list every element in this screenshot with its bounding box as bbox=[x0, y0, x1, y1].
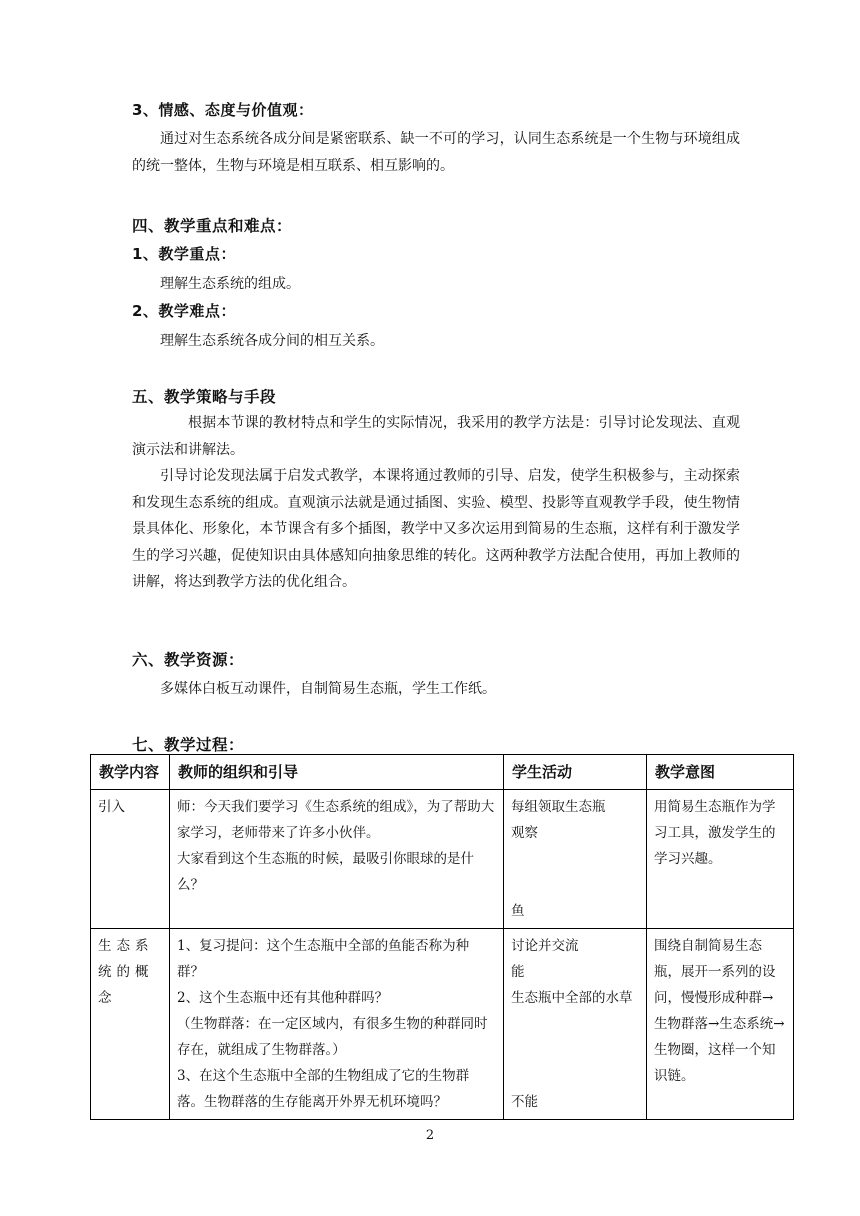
table-header-row bbox=[91, 755, 794, 790]
difficulty-text: 理解生态系统各成分间的相互关系。 bbox=[160, 333, 384, 349]
header-student: 学生活动 bbox=[504, 755, 647, 790]
cell-content: 生态系统的概念 bbox=[91, 929, 170, 1120]
student-line bbox=[511, 1063, 639, 1089]
subheading-key-point: 1、教学重点： bbox=[132, 245, 236, 263]
student-line: 每组领取生态瓶 bbox=[511, 799, 606, 815]
header-content: 教学内容 bbox=[91, 755, 170, 790]
teaching-process-table bbox=[90, 754, 794, 1120]
resources-text: 多媒体白板互动课件，自制简易生态瓶，学生工作纸。 bbox=[160, 681, 496, 697]
header-intent: 教学意图 bbox=[647, 755, 794, 790]
header-teacher: 教师的组织和引导 bbox=[170, 755, 504, 790]
teacher-line: 1、复习提问：这个生态瓶中全部的鱼能否称为种群？ bbox=[177, 938, 470, 980]
subheading-difficulty: 2、教学难点： bbox=[132, 302, 236, 320]
paragraph-strategy: 根据本节课的教材特点和学生的实际情况，我采用的教学方法是：引导讨论发现法、直观演示法和讲解法。 引导讨论发现法属于启发式教学，本课将通过教师的引导、启发，使学生积极参与，主动探索和发现生态系统的组成。直观演示法就是通过插图、实验、模型、投影等直观教学手段，使生物情景具体化、形象化，本节课含有多个插图，教学中又多次运用到简易的生态瓶，这样有利于激发学生的学习兴趣，促使知识由具体感知向抽象思维的转化。这两种教学方法配合使用，再加上教师的讲解，将达到教学方法的优化组合。 bbox=[132, 415, 740, 590]
student-line bbox=[511, 1037, 639, 1063]
cell-intent: 用简易生态瓶作为学习工具，激发学生的学习兴趣。 bbox=[647, 790, 794, 929]
cell-content: 引入 bbox=[91, 790, 170, 929]
student-line bbox=[511, 846, 639, 872]
teacher-line: 师：今天我们要学习《生态系统的组成》，为了帮助大家学习，老师带来了许多小伙伴。 bbox=[177, 799, 495, 841]
student-line: 讨论并交流 bbox=[511, 938, 579, 954]
student-line: 鱼 bbox=[511, 903, 525, 919]
teacher-line: 大家看到这个生态瓶的时候，最吸引你眼球的是什么？ bbox=[177, 851, 474, 893]
heading-key-points: 四、教学重点和难点： bbox=[132, 217, 293, 235]
cell-teacher bbox=[170, 929, 504, 1120]
teacher-line: （生物群落：在一定区域内，有很多生物的种群同时存在，就组成了生物群落。） bbox=[177, 1016, 488, 1058]
table-row bbox=[91, 790, 794, 929]
key-point-text: 理解生态系统的组成。 bbox=[160, 276, 300, 292]
heading-strategy: 五、教学策略与手段 bbox=[132, 388, 277, 406]
student-line bbox=[511, 1011, 639, 1037]
cell-teacher bbox=[170, 790, 504, 929]
paragraph-emotion-attitude: 通过对生态系统各成分间是紧密联系、缺一不可的学习，认同生态系统是一个生物与环境组成的统一整体，生物与环境是相互联系、相互影响的。 bbox=[132, 131, 740, 174]
student-line: 能 bbox=[511, 964, 525, 980]
student-line: 观察 bbox=[511, 825, 538, 841]
cell-intent: 围绕自制简易生态瓶，展开一系列的设问，慢慢形成种群→生物群落→生态系统→生物圈，这样一个知识链。 bbox=[647, 929, 794, 1120]
heading-process: 七、教学过程： bbox=[132, 736, 245, 754]
teacher-line: 3、在这个生态瓶中全部的生物组成了它的生物群落。生物群落的生存能离开外界无机环境吗？ bbox=[177, 1068, 470, 1110]
student-line: 生态瓶中全部的水草 bbox=[511, 990, 633, 1006]
cell-student bbox=[504, 790, 647, 929]
student-line: 不能 bbox=[511, 1094, 538, 1110]
heading-resources: 六、教学资源： bbox=[132, 651, 245, 669]
heading-emotion-attitude: 3、情感、态度与价值观： bbox=[132, 101, 314, 119]
teacher-line: 2、这个生态瓶中还有其他种群吗？ bbox=[177, 990, 389, 1006]
student-line bbox=[511, 872, 639, 898]
page-number: 2 bbox=[425, 1128, 435, 1143]
cell-student bbox=[504, 929, 647, 1120]
table-row bbox=[91, 929, 794, 1120]
